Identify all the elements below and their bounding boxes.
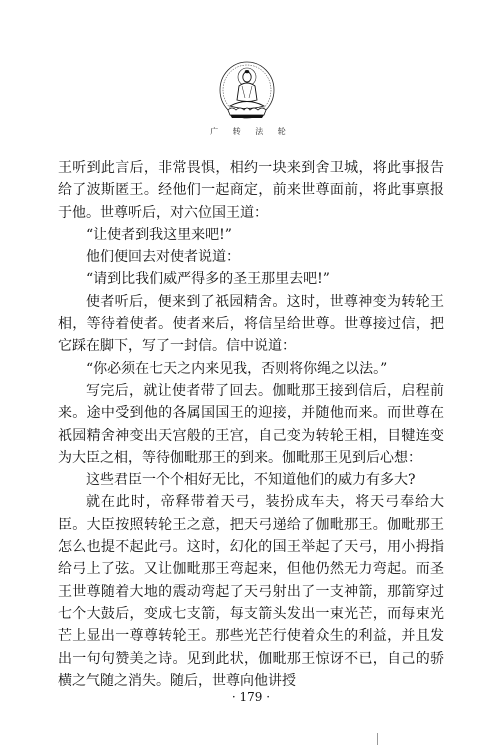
body-text (58, 157, 444, 692)
paragraph: 王听到此言后，非常畏惧，相约一块来到舍卫城，将此事报告给了波斯匿王。经他们一起商定，前来世尊面前，将此事禀报于他。世尊听后，对六位国王道： (58, 160, 444, 221)
page-number: · 179 · (231, 690, 271, 704)
running-header: 广 转 法 轮 (210, 127, 292, 136)
paragraph: 使者听后，便来到了祇园精舍。这时，世尊神变为转轮王相，等待着使者。使者来后，将信呈给世尊。世尊接过信，把它踩在脚下，写了一封信。信中说道： (58, 293, 444, 355)
paragraph: “请到比我们威严得多的圣王那里去吧!” (86, 271, 330, 288)
paragraph: 他们便回去对使者说道： (86, 249, 240, 266)
paragraph: 这些君臣一个个相好无比，不知道他们的威力有多大? (86, 472, 416, 489)
paragraph: 就在此时，帝释带着天弓，装扮成车夫，将天弓奉给大臣。大臣按照转轮王之意，把天弓递给了伽毗那王。伽毗那王怎么也提不起此弓。这时，幻化的国王举起了天弓，用小拇指给弓上了弦。又让伽毗那王弯起来，但他仍然无力弯起。而圣王世尊随着大地的震动弯起了天弓射出了一支神箭，那箭穿过七个大鼓后，变成七支箭，每支箭头发出一束光芒，而每束光芒上显出一尊尊转轮王。那些光芒行使着众生的利益，并且发出一句句赞美之诗。见到此状，伽毗那王惊讶不已，自己的骄横之气随之消失。随后，世尊向他讲授 (58, 494, 444, 689)
seated-buddha-icon (218, 60, 276, 124)
paragraph: 写完后，就让使者带了回去。伽毗那王接到信后，启程前来。途中受到他的各属国国王的迎接，并随他而来。而世尊在祇园精舍神变出天宫般的王宫，自己变为转轮王相，目犍连变为大臣之相，等待伽毗那王的到来。伽毗那王见到后心想： (58, 382, 444, 466)
paragraph: “让使者到我这里来吧!” (86, 226, 232, 243)
page-edge-mark (377, 733, 378, 745)
paragraph: “你必须在七天之内来见我，否则将你绳之以法。” (86, 360, 388, 377)
